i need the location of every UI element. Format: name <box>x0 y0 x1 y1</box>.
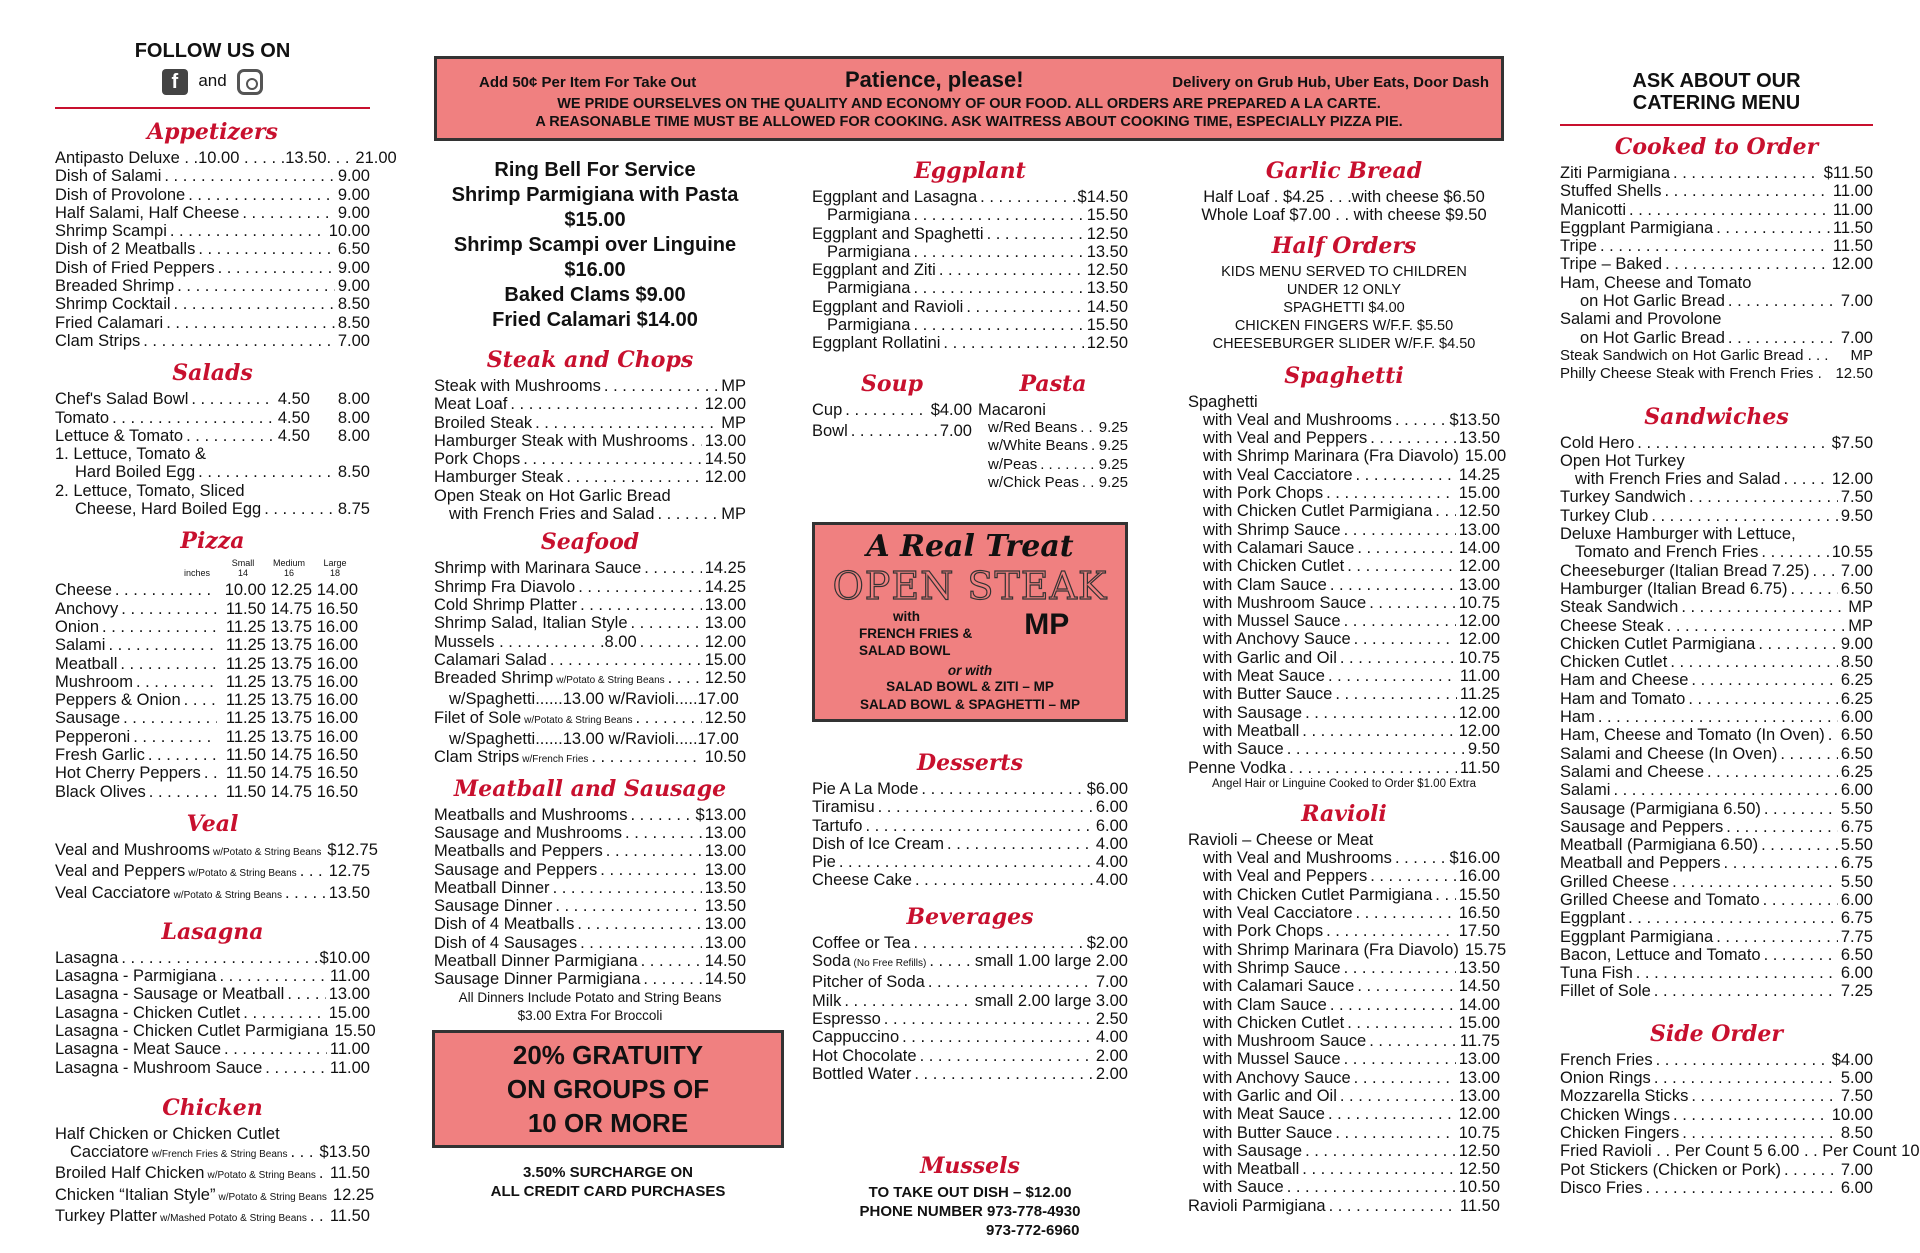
gratuity-line1: 20% GRATUITY <box>512 1040 704 1070</box>
menu-item: Parmigiana . . . 15.50 <box>812 316 1128 334</box>
menu-item: Mozzarella Sticks . . . 7.50 <box>1560 1087 1873 1105</box>
menu-item: Ham and Tomato . . . 6.25 <box>1560 690 1873 708</box>
column-1 <box>55 40 397 1228</box>
menu-item: Pitcher of Soda . . . 7.00 <box>812 973 1128 991</box>
menu-item: Shrimp with Marinara Sauce . . . 14.25 <box>434 559 746 577</box>
menu-item: Parmigiana . . . 13.50 <box>812 279 1128 297</box>
cooked-ham-line1: Ham, Cheese and Tomato <box>1560 273 1752 292</box>
menu-item: Hamburger Steak with Mushrooms . . . 13.00 <box>434 432 746 450</box>
divider <box>55 107 370 109</box>
lasagna-list <box>55 948 376 1077</box>
phone-1[interactable]: PHONE NUMBER 973-778-4930 <box>859 1203 1081 1221</box>
salad-combo2-line1: 2. Lettuce, Tomato, Sliced <box>55 481 245 500</box>
pasta-item: w/White Beans . . . 9.25 <box>988 437 1128 455</box>
pasta-list <box>978 419 1128 492</box>
side-order-list <box>1560 1050 1920 1197</box>
menu-item: Lasagna - Sausage or Meatball . . . 13.00 <box>55 985 370 1003</box>
menu-item: w/Spaghetti......13.00 w/Ravioli.....17.00 <box>449 690 739 709</box>
half-order-line: CHICKEN FINGERS W/F.F. $5.50 <box>1234 317 1454 334</box>
broccoli-note: $3.00 Extra For Broccoli <box>517 1007 663 1023</box>
half-order-line: UNDER 12 ONLY <box>1286 281 1402 298</box>
steak-title: Steak and Chops <box>486 347 694 373</box>
spaghetti-title: Spaghetti <box>1284 362 1404 389</box>
menu-item: with Pork Chops . . . 15.00 <box>1188 484 1500 502</box>
beverages-list <box>812 934 1128 1083</box>
menu-item: Meatball Dinner Parmigiana . . . 14.50 <box>434 952 746 970</box>
soup-block <box>812 371 972 492</box>
pasta-title: Pasta <box>1019 370 1087 397</box>
sandwiches-title: Sandwiches <box>1644 403 1789 430</box>
cooked-ham-line2: on Hot Garlic Bread . . . 7.00 <box>1560 292 1873 310</box>
seafood-title: Seafood <box>540 529 640 556</box>
menu-item: with Sauce . . . 10.50 <box>1188 1178 1500 1196</box>
eggplant-list <box>812 188 1128 353</box>
menu-item: Clam Strips w/French Fries . . . 10.50 <box>434 748 746 769</box>
soup-title: Soup <box>861 370 923 397</box>
menu-item: Meatball Dinner . . . 13.50 <box>434 879 746 897</box>
menu-item: Salami and Cheese (In Oven) . . . 6.50 <box>1560 745 1873 763</box>
menu-item: Cacciatore w/French Fries & String Beans . . . $13.50 <box>55 1143 370 1164</box>
menu-item: Salami . . . 6.00 <box>1560 781 1873 799</box>
meatball-list <box>434 806 746 989</box>
desserts-list <box>812 780 1128 890</box>
menu-item: with Shrimp Sauce . . . 13.00 <box>1188 521 1500 539</box>
special-line: Shrimp Parmigiana with Pasta <box>451 184 739 206</box>
banner-line3: A REASONABLE TIME MUST BE ALLOWED FOR COOKING. ASK WAITRESS ABOUT COOKING TIME, ESPECIALLY PIZZA PIE. <box>535 114 1403 130</box>
menu-item: with Meat Sauce . . . 11.00 <box>1188 667 1500 685</box>
veal-list <box>55 840 378 905</box>
menu-item: Onion Rings . . . 5.00 <box>1560 1069 1873 1087</box>
salads-title: Salads <box>172 360 253 387</box>
menu-item: with Pork Chops . . . 17.50 <box>1188 922 1500 940</box>
follow-title: FOLLOW US ON <box>134 40 291 62</box>
menu-item: Sausage and Mushrooms . . . 13.00 <box>434 824 746 842</box>
chicken-list <box>55 1143 375 1228</box>
menu-item: Shrimp Cocktail . . . 8.50 <box>55 295 370 313</box>
menu-item: Cappuccino . . . 4.00 <box>812 1028 1128 1046</box>
menu-item: Tartufo . . . 6.00 <box>812 817 1128 835</box>
gratuity-line3: 10 OR MORE <box>527 1108 689 1138</box>
column-3 <box>812 158 1128 492</box>
menu-item: Eggplant and Ziti . . . 12.50 <box>812 261 1128 279</box>
menu-item: with Veal and Peppers . . . 16.00 <box>1188 867 1500 885</box>
menu-item: Lasagna - Chicken Cutlet . . . 15.00 <box>55 1004 370 1022</box>
chicken-intro: Half Chicken or Chicken Cutlet <box>55 1124 280 1143</box>
menu-item: Dish of 4 Meatballs . . . 13.00 <box>434 915 746 933</box>
menu-item: Coffee or Tea . . . $2.00 <box>812 934 1128 952</box>
instagram-icon[interactable] <box>237 69 263 95</box>
salads-list <box>55 390 370 445</box>
pizza-item: Cheese . . . 10.00 12.25 14.00 <box>55 581 370 599</box>
column-5 <box>1560 70 1920 1197</box>
treat-open-steak: OPEN STEAK <box>832 564 1108 608</box>
menu-item: Eggplant Parmigiana . . . 7.75 <box>1560 928 1873 946</box>
half-order-line: CHEESEBURGER SLIDER W/F.F. $4.50 <box>1212 335 1476 352</box>
catering-line1: ASK ABOUT OUR <box>1632 70 1801 92</box>
menu-item: Tomato and French Fries . . . 10.55 <box>1560 543 1873 561</box>
menu-item: Veal Cacciatore w/Potato & String Beans . . . 13.50 <box>55 884 370 905</box>
menu-item: Meatballs and Mushrooms . . . $13.00 <box>434 806 746 824</box>
menu-item: Meatball and Peppers . . . 6.75 <box>1560 854 1873 872</box>
half-orders-title: Half Orders <box>1271 232 1417 259</box>
cooked-title: Cooked to Order <box>1614 134 1819 160</box>
catering-line2: CATERING MENU <box>1632 92 1801 114</box>
menu-item: Lasagna - Parmigiana . . . 11.00 <box>55 967 370 985</box>
garlic-half: Half Loaf . $4.25 . . .with cheese $6.50 <box>1203 188 1485 206</box>
banner-line2: WE PRIDE OURSELVES ON THE QUALITY AND ECONOMY OF OUR FOOD. ALL ORDERS ARE PREPARED A LA CARTE. <box>557 96 1381 112</box>
menu-item: with Shrimp Marinara (Fra Diavolo) 15.00 <box>1203 447 1507 466</box>
menu-item: Steak Sandwich . . . MP <box>1560 598 1873 616</box>
menu-item: Open Hot Turkey <box>1560 451 1685 470</box>
menu-item: Fried Ravioli . . Per Count 5 6.00 . . Per Count 10 <box>1560 1142 1920 1161</box>
menu-item: Tripe – Baked . . . 12.00 <box>1560 255 1873 273</box>
salad-item: Tomato . . . 4.50 8.00 <box>55 409 370 427</box>
menu-item: Tiramisu . . . 6.00 <box>812 798 1128 816</box>
menu-item: Chicken “Italian Style” w/Potato & String Beans 12.25 <box>55 1185 375 1204</box>
half-order-line: SPAGHETTI $4.00 <box>1283 299 1405 316</box>
surcharge-note: 3.50% SURCHARGE ON ALL CREDIT CARD PURCHASES <box>490 1164 726 1200</box>
pizza-item: Peppers & Onion . . . 11.25 13.75 16.00 <box>55 691 370 709</box>
menu-item: Steak with Mushrooms . . . MP <box>434 377 746 395</box>
menu-item: Disco Fries . . . 6.00 <box>1560 1179 1873 1197</box>
menu-item: Milk . . . small 2.00 large 3.00 <box>812 992 1128 1010</box>
and-text: and <box>198 71 227 91</box>
menu-item: Meatballs and Peppers . . . 13.00 <box>434 842 746 860</box>
phone-2[interactable]: 973-772-6960 <box>986 1222 1080 1240</box>
pizza-item: Salami . . . 11.25 13.75 16.00 <box>55 636 370 654</box>
pizza-size-header: Small Medium Large <box>231 558 347 569</box>
menu-item: with Anchovy Sauce . . . 12.00 <box>1188 630 1500 648</box>
menu-item: with Mushroom Sauce . . . 11.75 <box>1188 1032 1500 1050</box>
menu-item: Parmigiana . . . 15.50 <box>812 206 1128 224</box>
menu-item: Pie A La Mode . . . $6.00 <box>812 780 1128 798</box>
menu-item: Eggplant . . . 6.75 <box>1560 909 1873 927</box>
menu-item: Espresso . . . 2.50 <box>812 1010 1128 1028</box>
pasta-macaroni: Macaroni <box>978 400 1046 419</box>
salad-combo1-line2: Hard Boiled Egg . . . 8.50 <box>55 463 370 481</box>
facebook-icon[interactable]: f <box>162 69 188 95</box>
menu-item: Grilled Cheese . . . 5.50 <box>1560 873 1873 891</box>
menu-item: Cheese Cake . . . 4.00 <box>812 871 1128 889</box>
menu-item: with Butter Sauce . . . 11.25 <box>1188 685 1500 703</box>
ravioli-list <box>1188 849 1507 1197</box>
menu-item: Eggplant and Ravioli . . . 14.50 <box>812 298 1128 316</box>
treat-title: A Real Treat <box>866 529 1074 564</box>
menu-item: Ham, Cheese and Tomato (In Oven) . . . 6.50 <box>1560 726 1873 744</box>
pizza-title: Pizza <box>180 528 245 555</box>
divider <box>1560 124 1873 126</box>
menu-item: with Anchovy Sauce . . . 13.00 <box>1188 1069 1500 1087</box>
treat-mp: MP <box>1024 608 1070 641</box>
menu-item: with Clam Sauce . . . 13.00 <box>1188 576 1500 594</box>
menu-item: Shrimp Fra Diavolo . . . 14.25 <box>434 578 746 596</box>
open-steak-line2: with French Fries and Salad . . . MP <box>434 505 746 523</box>
meatball-title: Meatball and Sausage <box>453 775 727 802</box>
gratuity-box <box>432 1030 784 1148</box>
special-line: Ring Bell For Service <box>494 159 696 181</box>
menu-item: with Calamari Sauce . . . 14.00 <box>1188 539 1500 557</box>
cooked-salami-line2: on Hot Garlic Bread . . . 7.00 <box>1560 329 1873 347</box>
soup-cup: Cup . . . $4.00 <box>812 401 972 419</box>
menu-item: with Sauce . . . 9.50 <box>1188 740 1500 758</box>
menu-item: Chicken Cutlet . . . 8.50 <box>1560 653 1873 671</box>
menu-item: with Clam Sauce . . . 14.00 <box>1188 996 1500 1014</box>
social-icons <box>55 69 370 95</box>
gratuity-line2: ON GROUPS OF <box>506 1074 710 1104</box>
menu-item: with Mussel Sauce . . . 12.00 <box>1188 612 1500 630</box>
half-order-line: KIDS MENU SERVED TO CHILDREN <box>1221 263 1467 280</box>
menu-item: Eggplant and Lasagna . . . $14.50 <box>812 188 1128 206</box>
menu-item: Sausage and Peppers . . . 13.00 <box>434 861 746 879</box>
specials <box>434 158 746 333</box>
menu-item: Ham . . . 6.00 <box>1560 708 1873 726</box>
menu-item: French Fries . . . $4.00 <box>1560 1051 1873 1069</box>
menu-item: with Veal and Mushrooms . . . $13.50 <box>1188 411 1500 429</box>
menu-item: Veal and Peppers w/Potato & String Beans . . . 12.75 <box>55 862 370 883</box>
appetizers-list <box>55 149 397 350</box>
menu-item: Dish of Fried Peppers . . . 9.00 <box>55 259 370 277</box>
menu-item: Dish of 2 Meatballs . . . 6.50 <box>55 240 370 258</box>
menu-item: Dish of Provolone . . . 9.00 <box>55 186 370 204</box>
menu-item: Meat Loaf . . . 12.00 <box>434 395 746 413</box>
menu-item: Chicken Cutlet Parmigiana . . . 9.00 <box>1560 635 1873 653</box>
menu-item: Soda (No Free Refills) . . . small 1.00 large 2.00 <box>812 952 1128 973</box>
pasta-item: w/Chick Peas . . . 9.25 <box>988 474 1128 492</box>
pizza-item: Mushroom . . . 11.25 13.75 16.00 <box>55 673 370 691</box>
menu-item: with Shrimp Sauce . . . 13.50 <box>1188 959 1500 977</box>
spaghetti-list <box>1188 410 1507 759</box>
half-orders-lines <box>1188 263 1500 353</box>
menu-item: Lasagna . . . $10.00 <box>55 949 370 967</box>
menu-item: Cold Shrimp Platter . . . 13.00 <box>434 596 746 614</box>
menu-item: Cheese Steak . . . MP <box>1560 617 1873 635</box>
menu-item: with Garlic and Oil . . . 13.00 <box>1188 1087 1500 1105</box>
delivery-note: Delivery on Grub Hub, Uber Eats, Door Dash <box>1172 74 1489 91</box>
menu-item: Pie . . . 4.00 <box>812 853 1128 871</box>
garlic-whole: Whole Loaf $7.00 . . with cheese $9.50 <box>1201 206 1487 225</box>
eggplant-title: Eggplant <box>914 158 1026 184</box>
treat-line1: SALAD BOWL & ZITI – MP <box>886 679 1054 694</box>
menu-item: Pork Chops . . . 14.50 <box>434 450 746 468</box>
sandwiches-list <box>1560 434 1873 1001</box>
menu-item: Dish of Ice Cream . . . 4.00 <box>812 835 1128 853</box>
menu-item: with Veal Cacciatore . . . 14.25 <box>1188 466 1500 484</box>
menu-item: Fillet of Sole . . . 7.25 <box>1560 982 1873 1000</box>
mussels-takeout: TO TAKE OUT DISH – $12.00 <box>868 1184 1072 1202</box>
menu-item: with Calamari Sauce . . . 14.50 <box>1188 977 1500 995</box>
menu-item: Hamburger Steak . . . 12.00 <box>434 468 746 486</box>
special-line: $15.00 <box>564 209 626 231</box>
menu-item: with Meat Sauce . . . 12.00 <box>1188 1105 1500 1123</box>
soup-bowl: Bowl . . . 7.00 <box>812 422 972 440</box>
salad-item: Lettuce & Tomato . . . 4.50 8.00 <box>55 427 370 445</box>
menu-item: Chicken Wings . . . 10.00 <box>1560 1106 1873 1124</box>
menu-item: Sausage and Peppers . . . 6.75 <box>1560 818 1873 836</box>
special-line: Baked Clams $9.00 <box>504 284 686 306</box>
menu-item: Sausage Dinner Parmigiana . . . 14.50 <box>434 970 746 988</box>
menu-item: Ham and Cheese . . . 6.25 <box>1560 671 1873 689</box>
menu-item: Cheeseburger (Italian Bread 7.25) . . . 7.00 <box>1560 562 1873 580</box>
cooked-list <box>1560 164 1873 274</box>
angel-hair-note: Angel Hair or Linguine Cooked to Order $1.00 Extra <box>1211 777 1476 790</box>
salad-item: Chef's Salad Bowl . . . 4.50 8.00 <box>55 390 370 408</box>
column-4 <box>1188 158 1507 1215</box>
menu-item: Turkey Club . . . 9.50 <box>1560 507 1873 525</box>
special-line: Shrimp Scampi over Linguine <box>453 234 737 256</box>
menu-item: Tuna Fish . . . 6.00 <box>1560 964 1873 982</box>
menu-item: Sausage Dinner . . . 13.50 <box>434 897 746 915</box>
menu-item: Filet of Sole w/Potato & String Beans . . . 12.50 <box>434 709 746 730</box>
pizza-item: Onion . . . 11.25 13.75 16.00 <box>55 618 370 636</box>
pasta-item: w/Peas . . . 9.25 <box>988 456 1128 474</box>
column-3-lower <box>812 740 1128 1240</box>
menu-item: Deluxe Hamburger with Lettuce, <box>1560 525 1796 544</box>
menu-item: Veal and Mushrooms w/Potato & String Beans $12.75 <box>55 840 378 859</box>
menu-item: Hot Chocolate . . . 2.00 <box>812 1047 1128 1065</box>
chicken-title: Chicken <box>162 1094 263 1121</box>
menu-item: Lasagna - Chicken Cutlet Parmigiana 15.50 <box>55 1021 376 1040</box>
menu-item: Lasagna - Mushroom Sauce . . . 11.00 <box>55 1059 370 1077</box>
top-banner <box>434 56 1504 141</box>
menu-item: Parmigiana . . . 13.50 <box>812 243 1128 261</box>
pizza-item: Hot Cherry Peppers . . . 11.50 14.75 16.50 <box>55 764 370 782</box>
menu-item: with Veal and Mushrooms . . . $16.00 <box>1188 849 1500 867</box>
menu-item: Hamburger (Italian Bread 6.75) . . . 6.50 <box>1560 580 1873 598</box>
menu-item: Fried Calamari . . . 8.50 <box>55 314 370 332</box>
penne-vodka: Penne Vodka . . . 11.50 <box>1188 759 1500 777</box>
cooked-philly: Philly Cheese Steak with French Fries . 12.50 <box>1560 365 1873 383</box>
menu-item: Broiled Half Chicken w/Potato & String Beans . . . 11.50 <box>55 1164 370 1185</box>
takeout-note: Add 50¢ Per Item For Take Out <box>479 74 697 91</box>
real-treat-box <box>812 522 1128 722</box>
menu-item: Cold Hero . . . $7.50 <box>1560 434 1873 452</box>
menu-item: Salami and Cheese . . . 6.25 <box>1560 763 1873 781</box>
menu-item: w/Spaghetti......13.00 w/Ravioli.....17.00 <box>449 730 739 749</box>
veal-title: Veal <box>186 810 239 837</box>
menu-item: Eggplant Parmigiana . . . 11.50 <box>1560 219 1873 237</box>
menu-item: Lasagna - Meat Sauce . . . 11.00 <box>55 1040 370 1058</box>
beverages-title: Beverages <box>906 903 1034 930</box>
menu-item: with Chicken Cutlet . . . 15.00 <box>1188 1014 1500 1032</box>
menu-item: with Garlic and Oil . . . 10.75 <box>1188 649 1500 667</box>
desserts-title: Desserts <box>917 750 1023 776</box>
spaghetti-intro: Spaghetti <box>1188 392 1258 411</box>
menu-item: Stuffed Shells . . . 11.00 <box>1560 182 1873 200</box>
pizza-item: Pepperoni . . . 11.25 13.75 16.00 <box>55 728 370 746</box>
menu-item: Half Salami, Half Cheese . . . 9.00 <box>55 204 370 222</box>
menu-item: Eggplant and Spaghetti . . . 12.50 <box>812 225 1128 243</box>
menu-item: Turkey Sandwich . . . 7.50 <box>1560 488 1873 506</box>
pasta-item: w/Red Beans . . . 9.25 <box>988 419 1128 437</box>
steak-list <box>434 377 746 487</box>
menu-item: Mussels . . . . . . . . . . . .8.00 . . . 12.00 <box>434 633 746 651</box>
menu-item: Meatball (Parmigiana 6.50) . . . 5.50 <box>1560 836 1873 854</box>
seafood-list <box>434 559 746 769</box>
cooked-salami-line1: Salami and Provolone <box>1560 310 1722 329</box>
pizza-item: Meatball . . . 11.25 13.75 16.00 <box>55 655 370 673</box>
ravioli-title: Ravioli <box>1301 800 1387 827</box>
pizza-item: Fresh Garlic . . . 11.50 14.75 16.50 <box>55 746 370 764</box>
pizza-item: Anchovy . . . 11.50 14.75 16.50 <box>55 600 370 618</box>
side-order-title: Side Order <box>1649 1020 1783 1047</box>
menu-item: Bacon, Lettuce and Tomato . . . 6.50 <box>1560 946 1873 964</box>
menu-item: with Sausage . . . 12.00 <box>1188 704 1500 722</box>
menu-item: Grilled Cheese and Tomato . . . 6.00 <box>1560 891 1873 909</box>
menu-item: with Chicken Cutlet Parmigiana . . . 15.50 <box>1188 886 1500 904</box>
menu-item: with Meatball . . . 12.50 <box>1188 1160 1500 1178</box>
treat-line2: SALAD BOWL & SPAGHETTI – MP <box>859 697 1080 712</box>
menu-item: with French Fries and Salad . . . 12.00 <box>1560 470 1873 488</box>
menu-item: with Mussel Sauce . . . 13.00 <box>1188 1050 1500 1068</box>
menu-item: Shrimp Scampi . . . 10.00 <box>55 222 370 240</box>
appetizers-title: Appetizers <box>147 119 278 145</box>
menu-item: with Veal and Peppers . . . 13.50 <box>1188 429 1500 447</box>
menu-item: Pot Stickers (Chicken or Pork) . . . 7.00 <box>1560 1161 1873 1179</box>
open-steak-line1: Open Steak on Hot Garlic Bread <box>434 486 671 505</box>
pizza-item: Black Olives . . . 11.50 14.75 16.50 <box>55 783 370 801</box>
lasagna-title: Lasagna <box>161 918 264 945</box>
soup-pasta-row <box>812 371 1128 492</box>
dinners-note: All Dinners Include Potato and String Beans <box>458 989 722 1005</box>
column-2 <box>434 158 746 1025</box>
menu-item: Bottled Water . . . 2.00 <box>812 1065 1128 1083</box>
menu-item: Calamari Salad . . . 15.00 <box>434 651 746 669</box>
salad-combo1-line1: 1. Lettuce, Tomato & <box>55 445 207 464</box>
menu-item: with Mushroom Sauce . . . 10.75 <box>1188 594 1500 612</box>
menu-item: Antipasto Deluxe . .10.00 . . . . .13.50. . . 21.00 <box>55 149 397 167</box>
menu-item: Broiled Steak . . . MP <box>434 414 746 432</box>
pizza-inch-header: inches 14 16 18 <box>183 568 340 579</box>
menu-item: Eggplant Rollatini . . . 12.50 <box>812 334 1128 352</box>
menu-item: with Chicken Cutlet . . . 12.00 <box>1188 557 1500 575</box>
treat-with-row: with FRENCH FRIES & SALAD BOWL MP <box>859 608 1070 658</box>
ravioli-intro: Ravioli – Cheese or Meat <box>1188 830 1374 849</box>
menu-item: with Shrimp Marinara (Fra Diavolo) 15.75 <box>1203 940 1507 959</box>
menu-item: Dish of 4 Sausages . . . 13.00 <box>434 934 746 952</box>
special-line: Fried Calamari $14.00 <box>492 309 698 331</box>
cooked-steak-sandwich: Steak Sandwich on Hot Garlic Bread . . . MP <box>1560 346 1873 364</box>
menu-item: Shrimp Salad, Italian Style . . . 13.00 <box>434 614 746 632</box>
menu-item: Turkey Platter w/Mashed Potato & String Beans . . . 11.50 <box>55 1207 370 1228</box>
menu-item: Chicken Fingers . . . 8.50 <box>1560 1124 1873 1142</box>
pizza-list <box>55 581 370 801</box>
menu-item: Dish of Salami . . . 9.00 <box>55 167 370 185</box>
menu-item: with Chicken Cutlet Parmigiana . . . 12.50 <box>1188 502 1500 520</box>
menu-item: with Sausage . . . 12.50 <box>1188 1142 1500 1160</box>
treat-or-with: or with <box>947 663 993 678</box>
special-line: $16.00 <box>564 259 626 281</box>
menu-item: with Veal Cacciatore . . . 16.50 <box>1188 904 1500 922</box>
menu-item: Manicotti . . . 11.00 <box>1560 201 1873 219</box>
menu-item: Sausage (Parmigiana 6.50) . . . 5.50 <box>1560 800 1873 818</box>
patience-title: Patience, please! <box>845 67 1024 92</box>
menu-item: Tripe . . . 11.50 <box>1560 237 1873 255</box>
menu-item: Clam Strips . . . 7.00 <box>55 332 370 350</box>
menu-item: Breaded Shrimp w/Potato & String Beans . . . 12.50 <box>434 669 746 690</box>
menu-item: Ziti Parmigiana . . . $11.50 <box>1560 164 1873 182</box>
pizza-item: Sausage . . . 11.25 13.75 16.00 <box>55 709 370 727</box>
salad-combo2-line2: Cheese, Hard Boiled Egg . . . 8.75 <box>55 500 370 518</box>
menu-item: Breaded Shrimp . . . 9.00 <box>55 277 370 295</box>
ravioli-parmigiana: Ravioli Parmigiana . . . 11.50 <box>1188 1197 1500 1215</box>
mussels-title: Mussels <box>920 1153 1020 1180</box>
pasta-block <box>972 371 1128 492</box>
garlic-title: Garlic Bread <box>1265 158 1423 184</box>
menu-item: with Butter Sauce . . . 10.75 <box>1188 1124 1500 1142</box>
menu-item: with Meatball . . . 12.00 <box>1188 722 1500 740</box>
